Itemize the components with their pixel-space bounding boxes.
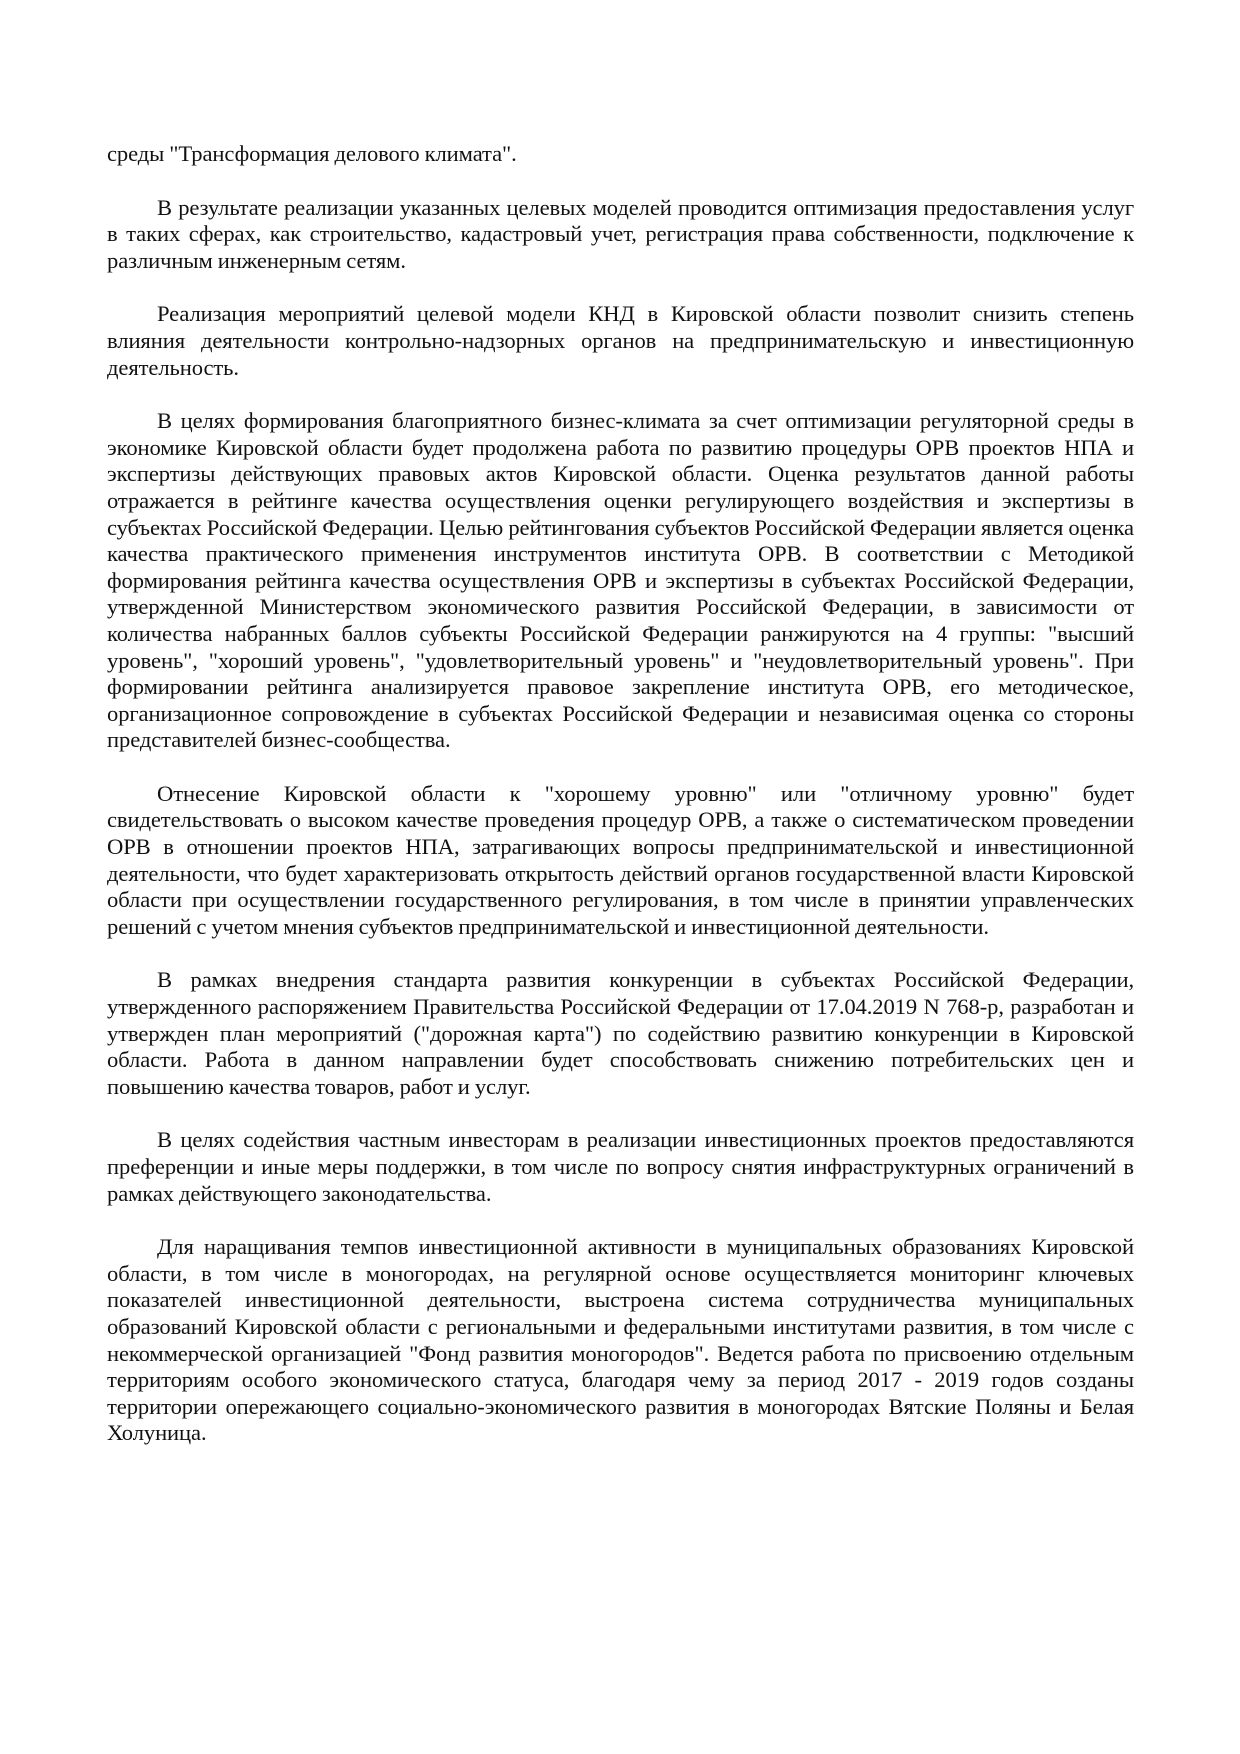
paragraph-competition-standard: В рамках внедрения стандарта развития конкуренции в субъектах Российской Федерации, утвержденного распоряжением Правительства Российской Федерации от 17.04.2019 N 768-р, разработан и утвержден план мероприятий ("дорожная карта") по содействию развитию конкуренции в Кировской области. Работа в данном направлении будет способствовать снижению потребительских цен и повышению качества товаров, работ и услуг.	[107, 967, 1134, 1099]
paragraph-knd-model: Реализация мероприятий целевой модели КНД в Кировской области позволит снизить степень влияния деятельности контрольно-надзорных органов на предпринимательскую и инвестиционную деятельность.	[107, 301, 1134, 380]
paragraph-orv-procedure: В целях формирования благоприятного бизнес-климата за счет оптимизации регуляторной среды в экономике Кировской области будет продолжена работа по развитию процедуры ОРВ проектов НПА и экспертизы действующих правовых актов Кировской области. Оценка результатов данной работы отражается в рейтинге качества осуществления оценки регулирующего воздействия и экспертизы в субъектах Российской Федерации. Целью рейтингования субъектов Российской Федерации является оценка качества практического применения инструментов института ОРВ. В соответствии с Методикой формирования рейтинга качества осуществления ОРВ и экспертизы в субъектах Российской Федерации, утвержденной Министерством экономического развития Российской Федерации, в зависимости от количества набранных баллов субъекты Российской Федерации ранжируются на 4 группы: "высший уровень", "хороший уровень", "удовлетворительный уровень" и "неудовлетворительный уровень". При формировании рейтинга анализируется правовое закрепление института ОРВ, его методическое, организационное сопровождение в субъектах Российской Федерации и независимая оценка со стороны представителей бизнес-сообщества.	[107, 408, 1134, 753]
paragraph-gap	[107, 940, 1134, 967]
paragraph-continuation: среды "Трансформация делового климата".	[107, 141, 517, 166]
paragraph-gap	[107, 1100, 1134, 1127]
paragraph-gap	[107, 168, 1134, 195]
paragraph-gap	[107, 381, 1134, 408]
paragraph-monotowns: Для наращивания темпов инвестиционной активности в муниципальных образованиях Кировской области, в том числе в моногородах, на регулярной основе осуществляется мониторинг ключевых показателей инвестиционной деятельности, выстроена система сотрудничества муниципальных образований Кировской области с региональными и федеральными институтами развития, в том числе с некоммерческой организацией "Фонд развития моногородов". Ведется работа по присвоению отдельным территориям особого экономического статуса, благодаря чему за период 2017 - 2019 годов созданы территории опережающего социально-экономического развития в моногородах Вятские Поляны и Белая Холуница.	[107, 1234, 1134, 1446]
document-page	[107, 141, 1134, 1447]
paragraph-gap	[107, 754, 1134, 781]
paragraph-target-models-result: В результате реализации указанных целевых моделей проводится оптимизация предоставления услуг в таких сферах, как строительство, кадастровый учет, регистрация права собственности, подключение к различным инженерным сетям.	[107, 194, 1134, 273]
paragraph-gap	[107, 1207, 1134, 1234]
paragraph-orv-rating-level: Отнесение Кировской области к "хорошему уровню" или "отличному уровню" будет свидетельствовать о высоком качестве проведения процедур ОРВ, а также о систематическом проведении ОРВ в отношении проектов НПА, затрагивающих вопросы предпринимательской и инвестиционной деятельности, что будет характеризовать открытость действий органов государственной власти Кировской области при осуществлении государственного регулирования, в том числе в принятии управленческих решений с учетом мнения субъектов предпринимательской и инвестиционной деятельности.	[107, 780, 1134, 939]
paragraph-investor-support: В целях содействия частным инвесторам в реализации инвестиционных проектов предоставляются преференции и иные меры поддержки, в том числе по вопросу снятия инфраструктурных ограничений в рамках действующего законодательства.	[107, 1127, 1134, 1206]
paragraph-gap	[107, 274, 1134, 301]
